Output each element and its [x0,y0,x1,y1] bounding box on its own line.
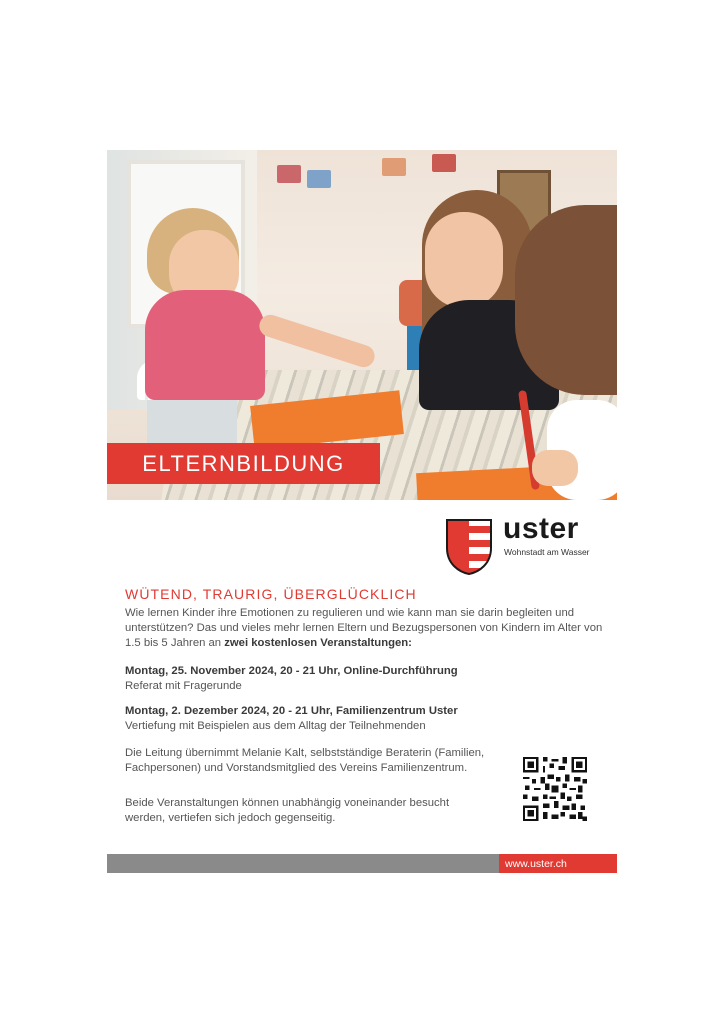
event-title: Montag, 25. November 2024, 20 - 21 Uhr, Online-Durchführung [125,665,458,677]
qr-code-icon[interactable] [523,757,587,821]
note-paragraph: Beide Veranstaltungen können unabhängig voneinander besucht werden, vertiefen sich jedoch gegenseitig. [125,797,450,824]
logo-wordmark: uster [503,512,579,545]
logo-tagline: Wohnstadt am Wasser [504,547,590,557]
wall-picture [307,170,331,188]
girl-body [145,290,265,400]
event-detail: Referat mit Fragerunde [125,680,242,692]
footer-url-link[interactable] [499,854,617,873]
coat-of-arms-icon [445,518,493,576]
elternbildung-banner: ELTERNBILDUNG [107,443,380,484]
woman-face [425,212,503,308]
leader-paragraph: Die Leitung übernimmt Melanie Kalt, selbstständige Beraterin (Familien, Fachpersonen) und Vorstandsmitglied des Vereins Familienzentrum. [125,747,485,774]
footer-url[interactable]: www.uster.ch [505,857,567,870]
wall-picture [277,165,301,183]
footer-bar [107,854,499,873]
intro-emphasis: zwei kostenlosen Veranstaltungen: [224,637,412,649]
event-title: Montag, 2. Dezember 2024, 20 - 21 Uhr, Familienzentrum Uster [125,705,458,717]
intro-text: Wie lernen Kinder ihre Emotionen zu regulieren und wie kann man sie darin begleiten und unterstützen? Das und vieles mehr lernen Eltern und Bezugspersonen von Kindern im Alter von 1.5 bis 5 Jahren an [125,607,603,649]
event-item [125,704,605,734]
wall-picture [432,154,456,172]
child-head [515,205,617,395]
event-item [125,664,605,694]
headline: WÜTEND, TRAURIG, ÜBERGLÜCKLICH [125,586,417,602]
uster-logo [445,512,605,578]
wall-picture [382,158,406,176]
intro-paragraph [125,606,605,651]
event-detail: Vertiefung mit Beispielen aus dem Alltag der Teilnehmenden [125,720,426,732]
girl-arm [257,312,378,370]
child-hand [532,450,578,486]
